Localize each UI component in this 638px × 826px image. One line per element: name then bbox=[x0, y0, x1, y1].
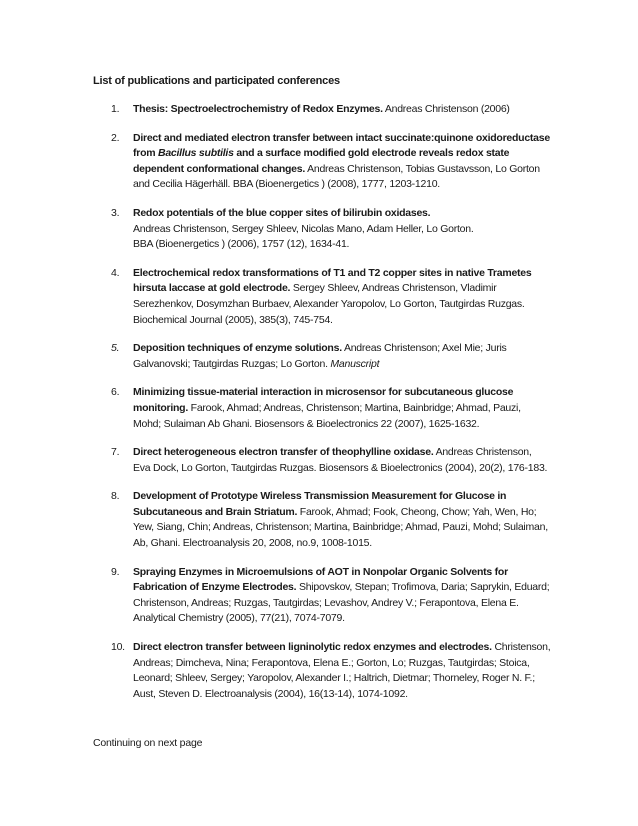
item-number: 5. bbox=[111, 342, 120, 355]
publication-citation: Andreas Christenson, Tobias Gustavsson, Lo Gorton and Cecilia Hägerhäll. BBA (Bioenergetics ) (2008), 1777, 1203-1210. bbox=[133, 162, 540, 191]
item-number: 6. bbox=[111, 386, 120, 399]
publication-citation: Christenson, Andreas; Dimcheva, Nina; Ferapontova, Elena E.; Gorton, Lo; Ruzgas, Tautgirdas; Stoica, Leonard; Shleev, Sergey; Yaropolov, Alexander I.; Haltrich, Dietmar; Thorneley, Roger N. F.; Aust, Steven D. Electroanalysis (2004), 16(13-14), 1074-1092. bbox=[133, 641, 551, 700]
publication-title: Direct heterogeneous electron transfer of theophylline oxidase. bbox=[133, 446, 434, 459]
publication-item bbox=[111, 102, 551, 118]
publication-item bbox=[111, 489, 551, 551]
publication-title: Electrochemical redox transformations of T1 and T2 copper sites in native Trametes hirsuta laccase at gold electrode. bbox=[133, 266, 532, 295]
publication-item bbox=[111, 341, 551, 372]
publication-citation: Andreas Christenson; Axel Mie; Juris Galvanovski; Tautgirdas Ruzgas; Lo Gorton. bbox=[133, 342, 507, 370]
publication-status: Manuscript bbox=[330, 357, 380, 370]
item-number: 7. bbox=[111, 446, 120, 459]
publication-title: Direct and mediated electron transfer between intact succinate:quinone oxidoreductase from bbox=[133, 131, 550, 160]
publication-title: Direct electron transfer between ligninolytic redox enzymes and electrodes. bbox=[133, 641, 492, 654]
publication-citation: Shipovskov, Stepan; Trofimova, Daria; Saprykin, Eduard; Christenson, Andreas; Ruzgas, Tautgirdas; Levashov, Andrey V.; Ferapontova, Elena E. Analytical Chemistry (2005), 77(21), 7074-7079. bbox=[133, 581, 550, 625]
publication-item bbox=[111, 565, 551, 627]
publication-citation: Andreas Christenson, Eva Dock, Lo Gorton, Tautgirdas Ruzgas. Biosensors & Bioelectronics (2004), 20(2), 176-183. bbox=[133, 446, 548, 474]
publication-title: Thesis: Spectroelectrochemistry of Redox Enzymes. bbox=[133, 103, 383, 115]
item-number: 8. bbox=[111, 490, 120, 503]
item-number: 1. bbox=[111, 103, 120, 115]
publication-citation: Andreas Christenson (2006) bbox=[382, 103, 510, 115]
publication-item bbox=[111, 206, 551, 253]
publication-title: Minimizing tissue-material interaction in microsensor for subcutaneous glucose monitoring. bbox=[133, 386, 514, 414]
publication-item bbox=[111, 266, 551, 328]
publication-title: Development of Prototype Wireless Transmission Measurement for Glucose in Subcutaneous and Brain Striatum. bbox=[133, 490, 507, 518]
publication-item bbox=[111, 640, 551, 702]
item-number: 3. bbox=[111, 206, 120, 219]
publication-title: Spraying Enzymes in Microemulsions of AOT in Nonpolar Organic Solvents for Fabrication of Enzyme Electrodes. bbox=[133, 565, 508, 594]
publication-journal: BBA (Bioenergetics ) (2006), 1757 (12), 1634-41. bbox=[133, 238, 350, 251]
publication-item bbox=[111, 131, 551, 193]
item-number: 10. bbox=[111, 641, 125, 654]
page-heading: List of publications and participated conferences bbox=[93, 75, 340, 87]
publication-title: Deposition techniques of enzyme solutions. bbox=[133, 342, 342, 355]
item-number: 9. bbox=[111, 565, 120, 578]
publication-authors: Andreas Christenson, Sergey Shleev, Nicolas Mano, Adam Heller, Lo Gorton. bbox=[133, 222, 474, 235]
publication-citation: Farook, Ahmad; Fook, Cheong, Chow; Yah, Wen, Ho; Yew, Siang, Chin; Andreas, Christenson; Martina, Bainbridge; Ahmad, Pauzi, Mohd; Sulaiman, Ab, Ghani. Electroanalysis 20, 2008, no.9, 1008-1015. bbox=[133, 505, 548, 550]
continuation-note: Continuing on next page bbox=[93, 737, 203, 749]
item-number: 2. bbox=[111, 131, 120, 144]
publication-item bbox=[111, 385, 551, 432]
publication-citation: Sergey Shleev, Andreas Christenson, Vladimir Serezhenkov, Dosymzhan Burbaev, Alexander Yaropolov, Lo Gorton, Tautgirdas Ruzgas. Biochemical Journal (2005), 385(3), 745-754. bbox=[133, 282, 525, 326]
publication-title-italic: Bacillus subtilis bbox=[158, 147, 234, 160]
publication-title-end: and a surface modified gold electrode reveals redox state dependent conformational changes. bbox=[133, 147, 510, 175]
publication-list bbox=[111, 102, 551, 715]
publication-item bbox=[111, 445, 551, 476]
publication-title: Redox potentials of the blue copper sites of bilirubin oxidases. bbox=[133, 206, 431, 219]
publication-citation: Farook, Ahmad; Andreas, Christenson; Martina, Bainbridge; Ahmad, Pauzi, Mohd; Sulaiman Ab Ghani. Biosensors & Bioelectronics 22 (2007), 1625-1632. bbox=[133, 401, 521, 430]
item-number: 4. bbox=[111, 266, 120, 279]
